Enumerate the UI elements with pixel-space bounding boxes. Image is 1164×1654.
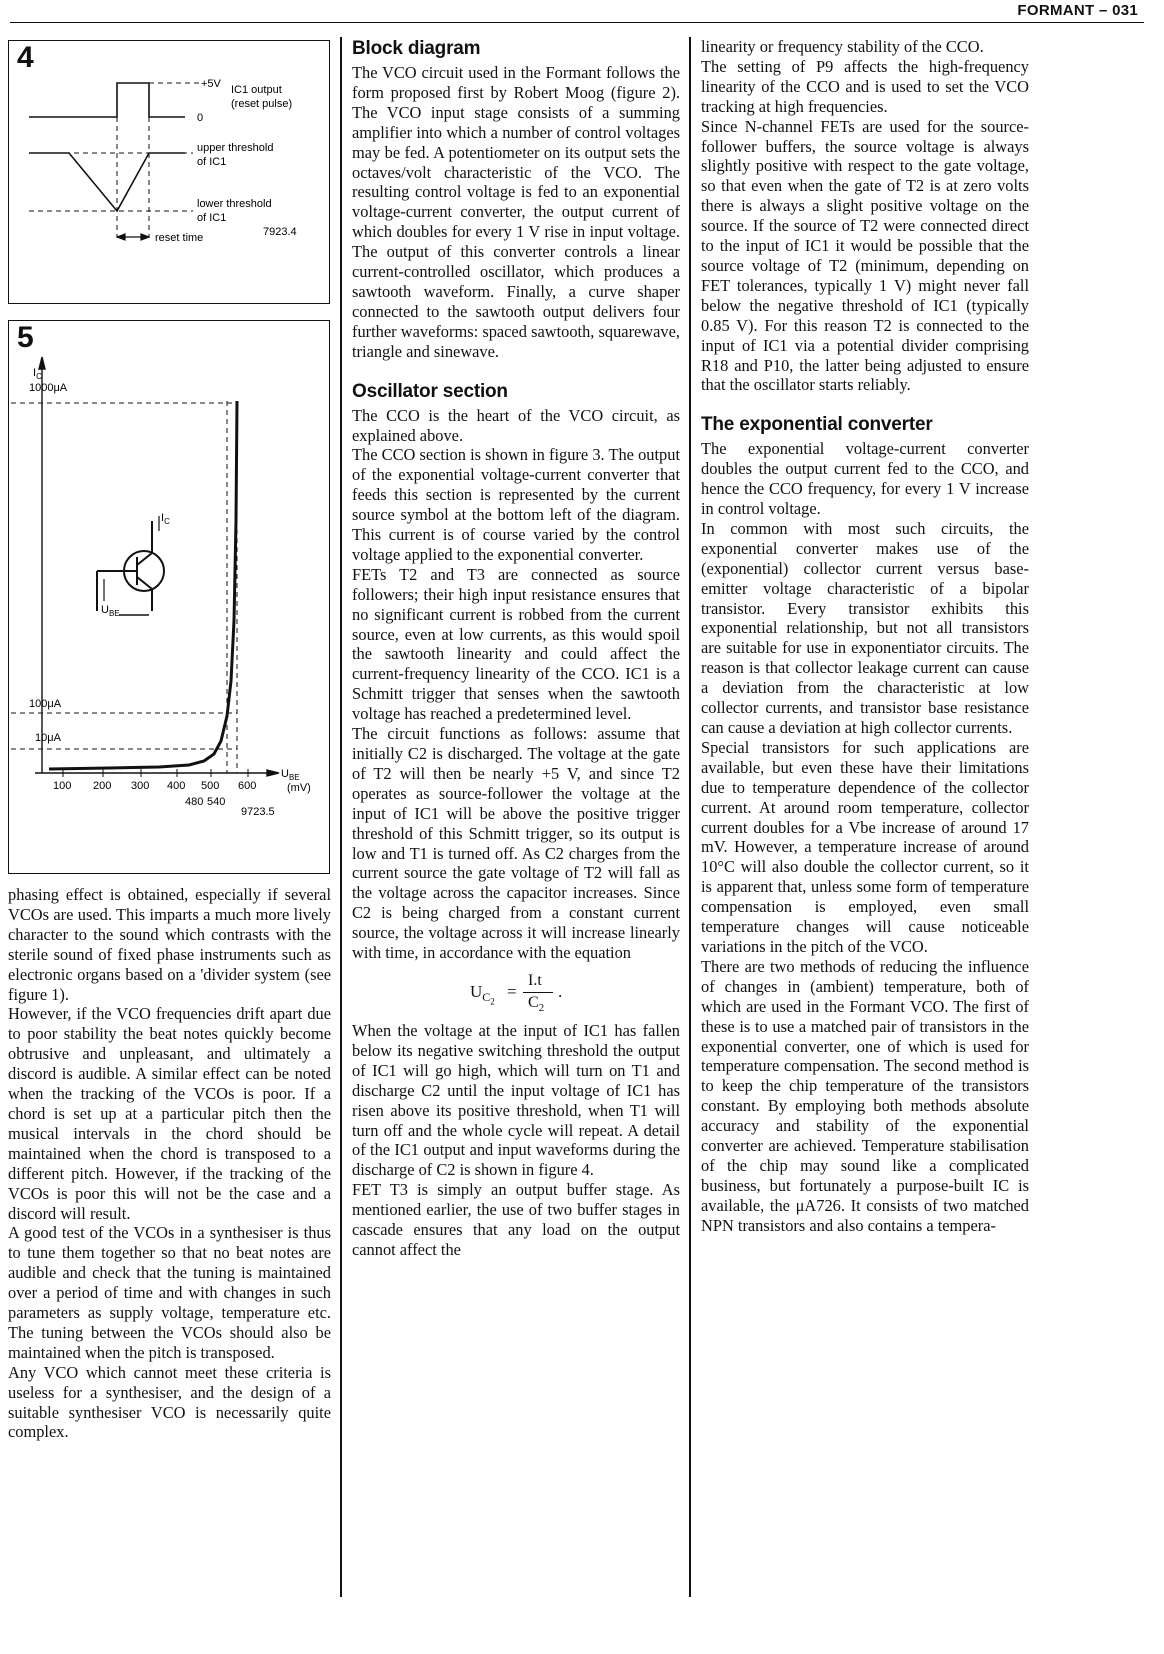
figure-5 [8, 320, 330, 874]
heading-oscillator-section: Oscillator section [352, 380, 508, 402]
fig5-x-tick-label-low: 540 [207, 796, 226, 808]
reset-pulse [29, 83, 185, 117]
fig5-x-tick-label: 400 [167, 780, 186, 792]
fig5-ic-axis-label: $I_C$ [33, 367, 42, 381]
column-divider-1 [340, 37, 342, 1597]
column-divider-2 [689, 37, 691, 1597]
figure-4 [8, 40, 330, 304]
figure-5-chart [9, 321, 329, 873]
figure-4-diagram [9, 41, 329, 303]
col3-paragraph-4: The exponential voltage-current converter doubles the output current fed to the CCO, and hence the CCO frequency, for every 1 V increase in control voltage. [701, 439, 1029, 519]
heading-exponential-converter: The exponential converter [701, 414, 933, 436]
equation-lhs: $U_{C_2}$ [470, 981, 495, 1007]
fig5-ube-transistor-label: $U_{BE}$ [101, 604, 120, 618]
fig5-ic-transistor-label: $I_C$ [161, 512, 170, 526]
fig5-ube-axis-label: $U_{BE}$ [281, 768, 300, 782]
fig4-lower-threshold-1: lower threshold [197, 198, 272, 210]
figure-4-number: 4 [17, 41, 34, 74]
column-2 [352, 37, 680, 1260]
fig4-upper-threshold-1: upper threshold [197, 142, 274, 154]
col2-paragraph-2: The CCO is the heart of the VCO circuit, as explained above. [352, 405, 680, 445]
page-header [10, 0, 1144, 23]
col3-paragraph-7: There are two methods of reducing the influence of changes in (ambient) temperature, both of which are used in the Formant VCO. The first of these is to use a matched pair of transistors in the exponential converter, one of which is used for temperature compensation. The second method is to keep the chip temperature of the transistors constant. By employing both methods absolute accuracy and stability of the exponential converter are achieved. Temperature stabilisation of the chip may sound like a complicated business, but fortunately a purpose-built IC is available, the μA726. It consists of two matched NPN transistors and also contains a tempera- [701, 956, 1029, 1235]
col2-paragraph-4: FETs T2 and T3 are connected as source followers; their high input resistance ensures that no significant current is robbed from the current source, even at low currents, as this would spoil the sawtooth linearity and could affect the current-frequency linearity of the CCO. IC1 is a Schmitt trigger that senses when the sawtooth voltage has reached a predetermined level. [352, 564, 680, 724]
heading-block-diagram: Block diagram [352, 38, 481, 59]
fig5-exponential-curve [49, 401, 237, 769]
fig4-code: 7923.4 [263, 226, 297, 238]
col3-paragraph-2: The setting of P9 affects the high-frequency linearity of the CCO and is used to set the VCO tracking at high frequencies. [701, 56, 1029, 116]
fig4-output-title-2: (reset pulse) [231, 98, 293, 110]
page-tag: FORMANT – 031 [1017, 2, 1138, 19]
col2-paragraph-5: The circuit functions as follows: assume that initially C2 is discharged. The voltage at the gate of T2 will then be nearly +5 V, and since T2 operates as source-follower the voltage at the input of IC1 will be above the positive trigger threshold of this Schmitt trigger, so its output is low and T1 is turned off. As C2 charges from the current source the gate voltage of T2 will fall as the voltage across the capacitor increases. Since C2 is being charged from a constant current source, the voltage across it will increase linearly with time, in accordance with the equation [352, 724, 680, 963]
col3-paragraph-1: linearity or frequency stability of the CCO. [701, 37, 984, 56]
fig5-x-ticks [53, 769, 256, 808]
fig5-x-tick-label: 300 [131, 780, 150, 792]
col1-paragraph-1: phasing effect is obtained, especially if several VCOs are used. This imparts a much more lively character to the sound which contrasts with the sterile sound of fixed phase instruments such as electronic organs based on a 'divider system (see figure 1). [8, 885, 331, 1004]
col3-paragraph-6: Special transistors for such applications are available, but even these have their limitations due to temperature dependence of the collector current. At around room temperature, collector current doubles for a Vbe increase of around 17 mV. However, a temperature increase of around 10°C will also double the collector current, so it is apparent that, unless some form of temperature compensation is employed, even small temperature changes will cause noticeable variations in the pitch of the VCO. [701, 737, 1029, 956]
fig4-upper-threshold-2: of IC1 [197, 156, 227, 168]
col3-paragraph-5: In common with most such circuits, the exponential converter makes use of the (exponential) collector current versus base-emitter voltage characteristic of a bipolar transistor. Every transistor exhibits this exponential relationship, but not all transistors are suitable for use in exponentiator circuits. The reason is that collector leakage current can cause a deviation from the characteristic at low collector currents, and transistor base resistance can cause a deviation at high collector currents. [701, 518, 1029, 737]
equation-numerator: I.t [528, 971, 542, 989]
fig5-x-tick-label-low: 480 [185, 796, 204, 808]
fig5-x-tick-label: 200 [93, 780, 112, 792]
fig5-x-tick-label: 600 [238, 780, 257, 792]
fig5-transistor-symbol [97, 516, 164, 615]
fig4-output-title-1: IC1 output [231, 84, 282, 96]
col1-paragraph-2: However, if the VCO frequencies drift apart due to poor stability the beat notes quickly become obtrusive and unpleasant, and ultimately a discord is audible. A similar effect can be noted when the tracking of the VCOs is poor. If a chord is set up at a particular pitch then the musical intervals in the chord should be maintained when the chord is transposed to a different pitch. However, if the tracking of the VCOs is poor this will not be the case and a discord will result. [8, 1004, 331, 1223]
fig5-y-10: 10μA [35, 732, 61, 744]
col2-paragraph-3: The CCO section is shown in figure 3. The output of the exponential voltage-current converter that feeds this section is represented by the current source symbol at the bottom left of the diagram. This current is of course varied by the control voltage applied to the exponential converter. [352, 445, 680, 564]
col2-paragraph-7: FET T3 is simply an output buffer stage. As mentioned earlier, the use of two buffer stages in cascade ensures that any load on the output cannot affect the [352, 1180, 680, 1259]
equation-period: . [558, 981, 563, 1001]
figure-5-number: 5 [17, 321, 34, 354]
column-1 [8, 885, 331, 1442]
col1-paragraph-3: A good test of the VCOs in a synthesiser is thus to tune them together so that no beat notes are audible and check that the tuning is maintained over a period of time and with changes in such parameters as supply voltage, temperature etc. The tuning between the VCOs should also be maintained when the pitch is transposed. [8, 1223, 331, 1362]
fig4-reset-time-label: reset time [155, 232, 204, 244]
fig5-x-tick-label: 500 [201, 780, 220, 792]
fig5-x-tick-label: 100 [53, 780, 72, 792]
column-3 [701, 37, 1029, 1236]
col3-paragraph-3: Since N-channel FETs are used for the source-follower buffers, the source voltage is always slightly positive with respect to the gate voltage, so that even when the gate of T2 is at zero volts there is always a slight positive voltage on the source. If the source of T2 were connected direct to the input of IC1 it would be possible that the source voltage of T2 (minimum, depending on FET tolerances, typically 1 V) might never fall below the negative threshold of IC1 (typically 0.85 V). For this reason T2 is connected to the input of IC1 via a potential divider comprising R18 and P10, the latter being adjusted to ensure that the oscillator starts reliably. [701, 116, 1029, 395]
fig4-zero-label: 0 [197, 112, 204, 124]
equation-uc2 [352, 971, 680, 1013]
fig5-y-100: 100μA [29, 698, 62, 710]
equation-equals: = [507, 981, 517, 1001]
fig4-plus5v-label: +5V [201, 78, 221, 90]
fig5-mv-label: (mV) [287, 782, 311, 794]
col2-paragraph-1: The VCO circuit used in the Formant follows the form proposed first by Robert Moog (figure 2). The VCO input stage consists of a summing amplifier into which a number of control voltages may be fed. A potentiometer on its output sets the octaves/volt characteristic of the VCO. The resulting control voltage is fed to an exponential voltage-current converter, the output current of which doubles for every 1 V rise in input voltage. The output of this converter controls a linear current-controlled oscillator, which produces a sawtooth waveform. Finally, a curve shaper connected to the sawtooth output delivers four further waveforms: spaced sawtooth, squarewave, triangle and sinewave. [352, 63, 680, 361]
col1-paragraph-4: Any VCO which cannot meet these criteria is useless for a synthesiser, and the design of a suitable synthesiser VCO is necessarily quite complex. [8, 1362, 331, 1442]
equation-denominator: $C_2$ [528, 993, 545, 1015]
fig5-code: 9723.5 [241, 806, 275, 818]
fig4-lower-threshold-2: of IC1 [197, 212, 227, 224]
fig5-y-1000: 1000μA [29, 382, 68, 394]
sawtooth-wave [29, 153, 185, 211]
col2-paragraph-6: When the voltage at the input of IC1 has fallen below its negative switching threshold the output of IC1 will go high, which will turn on T1 and discharge C2 until the input voltage of IC1 has risen above its positive threshold, when T1 will turn off and the whole cycle will repeat. A detail of the IC1 output and input waveforms during the discharge of C2 is shown in figure 4. [352, 1020, 680, 1180]
